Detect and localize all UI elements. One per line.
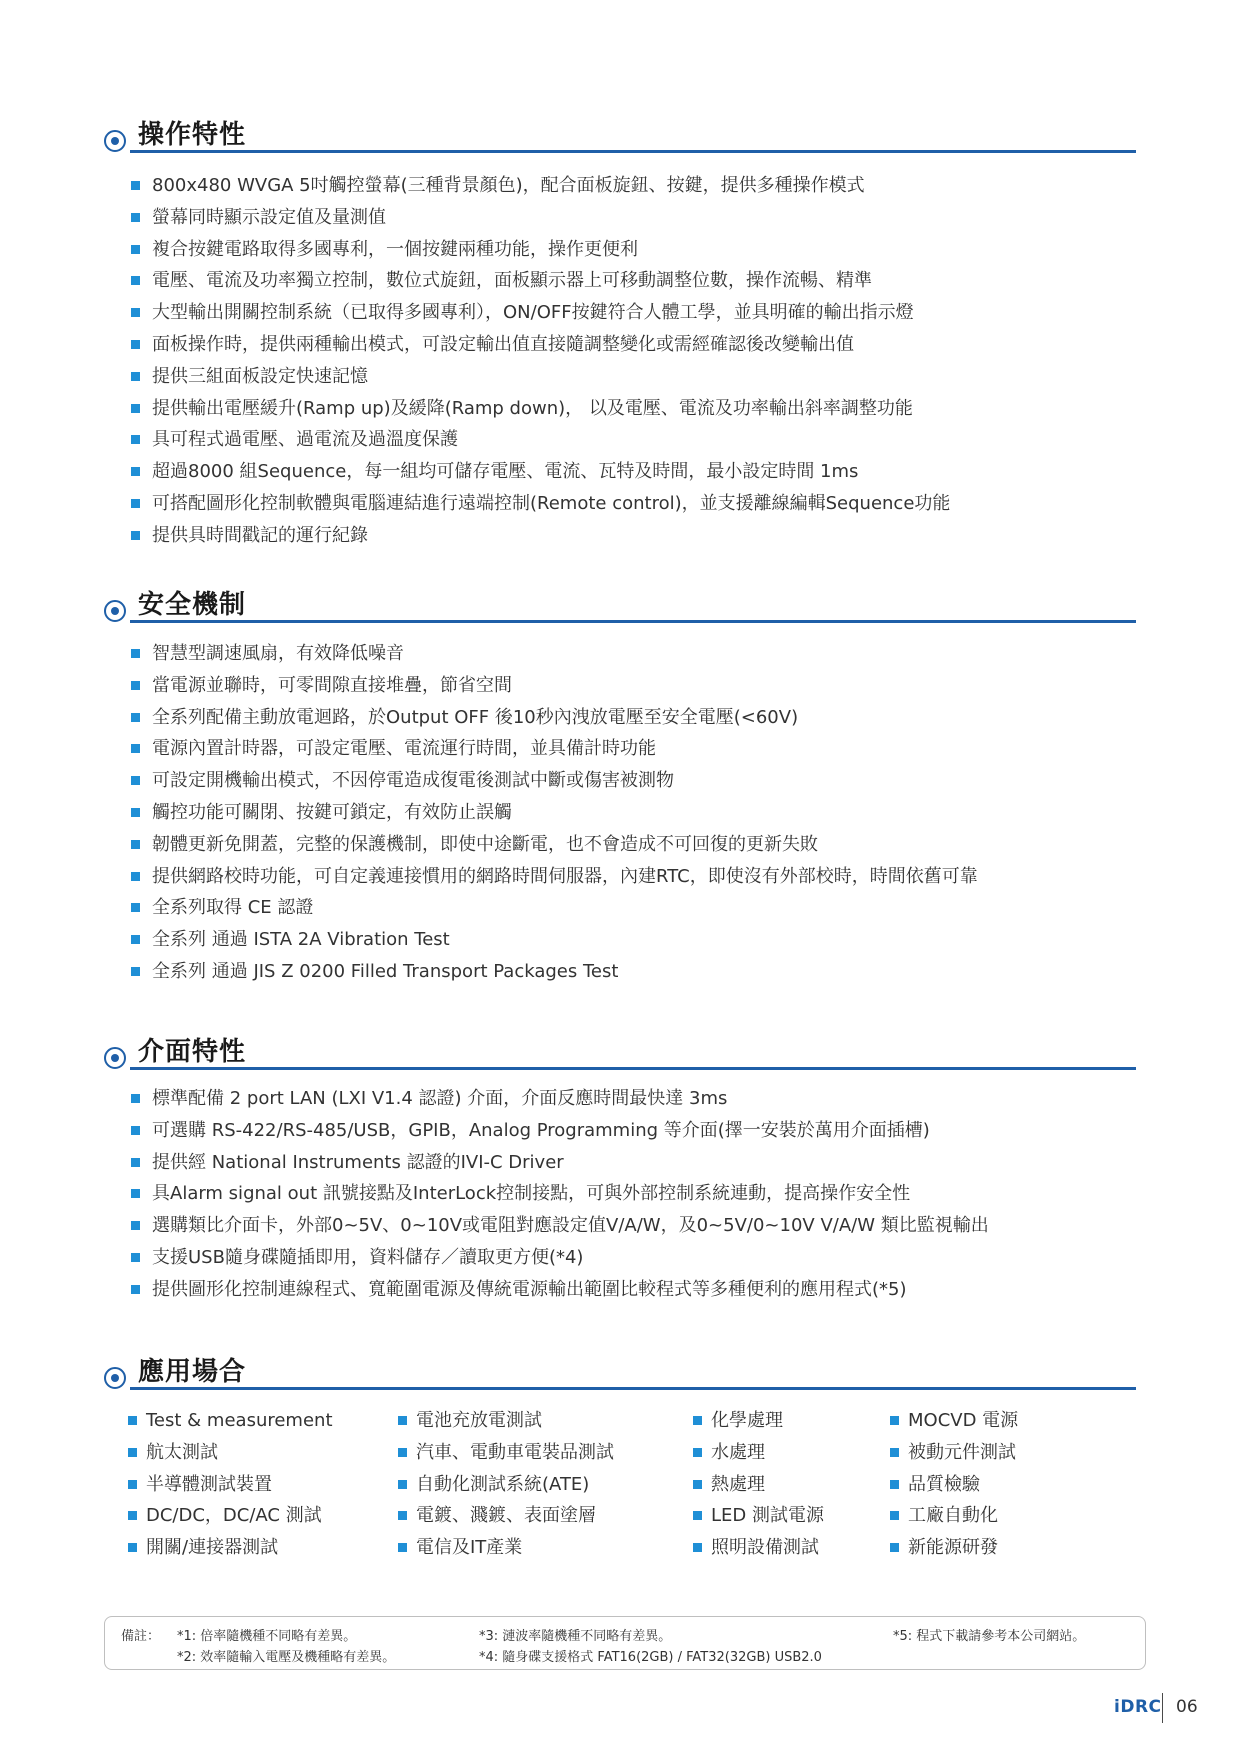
note-3: *3: 漣波率隨機種不同略有差異。: [479, 1629, 672, 1644]
list-item: 全系列取得 CE 認證: [128, 892, 1136, 924]
section-divider: [130, 1387, 1136, 1390]
note-1: *1: 倍率隨機種不同略有差異。: [177, 1629, 357, 1644]
list-item: 半導體測試裝置: [128, 1469, 333, 1501]
section-title: 操作特性: [138, 120, 247, 150]
list-item: 提供網路校時功能，可自定義連接慣用的網路時間伺服器，內建RTC，即使沒有外部校時，時間依舊可靠: [128, 861, 1136, 893]
list-item: 複合按鍵電路取得多國專利，一個按鍵兩種功能，操作更便利: [128, 234, 1136, 266]
list-item: 電池充放電測試: [398, 1405, 614, 1437]
list-item: 工廠自動化: [890, 1500, 1018, 1532]
list-item: 航太測試: [128, 1437, 333, 1469]
list-item: 當電源並聯時，可零間隙直接堆疊，節省空間: [128, 670, 1136, 702]
application-grid: [128, 1405, 1136, 1565]
notes-box: [104, 1616, 1146, 1670]
list-item: 可設定開機輸出模式，不因停電造成復電後測試中斷或傷害被測物: [128, 765, 1136, 797]
list-item: 電鍍、濺鍍、表面塗層: [398, 1500, 614, 1532]
list-item: 提供具時間戳記的運行紀錄: [128, 520, 1136, 552]
list-item: 汽車、電動車電裝品測試: [398, 1437, 614, 1469]
list-item: 化學處理: [693, 1405, 824, 1437]
section-header: [104, 582, 1136, 626]
notes-label: 備註：: [121, 1629, 161, 1644]
list-item: 電壓、電流及功率獨立控制，數位式旋鈕，面板顯示器上可移動調整位數，操作流暢、精準: [128, 265, 1136, 297]
section-interface: [104, 1029, 1136, 1306]
list-item: 被動元件測試: [890, 1437, 1018, 1469]
list-item: 提供輸出電壓緩升(Ramp up)及緩降(Ramp down)， 以及電壓、電流及功率輸出斜率調整功能: [128, 393, 1136, 425]
application-column: [398, 1405, 614, 1564]
bullet-list: [104, 638, 1136, 988]
list-item: 螢幕同時顯示設定值及量測值: [128, 202, 1136, 234]
section-header: [104, 112, 1136, 156]
section-applications: [104, 1349, 1136, 1565]
list-item: 熱處理: [693, 1469, 824, 1501]
list-item: 開關/連接器測試: [128, 1532, 333, 1564]
page-number: 06: [1176, 1697, 1198, 1717]
section-header: [104, 1029, 1136, 1073]
list-item: 全系列配備主動放電迴路，於Output OFF 後10秒內洩放電壓至安全電壓(<60V): [128, 702, 1136, 734]
list-item: DC/DC，DC/AC 測試: [128, 1500, 333, 1532]
list-item: 具可程式過電壓、過電流及過溫度保護: [128, 424, 1136, 456]
list-item: 水處理: [693, 1437, 824, 1469]
section-divider: [130, 1067, 1136, 1070]
list-item: 可搭配圖形化控制軟體與電腦連結進行遠端控制(Remote control)，並支援離線編輯Sequence功能: [128, 488, 1136, 520]
bullet-list: [104, 1083, 1136, 1306]
section-safety: [104, 582, 1136, 988]
list-item: 大型輸出開關控制系統（已取得多國專利），ON/OFF按鍵符合人體工學，並具明確的輸出指示燈: [128, 297, 1136, 329]
list-item: 提供三組面板設定快速記憶: [128, 361, 1136, 393]
list-item: 面板操作時，提供兩種輸出模式，可設定輸出值直接隨調整變化或需經確認後改變輸出值: [128, 329, 1136, 361]
target-circle-icon: [104, 600, 126, 622]
application-column: [890, 1405, 1018, 1564]
list-item: 超過8000 組Sequence，每一組均可儲存電壓、電流、瓦特及時間，最小設定時間 1ms: [128, 456, 1136, 488]
list-item: 800x480 WVGA 5吋觸控螢幕(三種背景顏色)，配合面板旋鈕、按鍵，提供多種操作模式: [128, 170, 1136, 202]
section-title: 介面特性: [138, 1037, 247, 1067]
application-column: [693, 1405, 824, 1564]
note-2: *2: 效率隨輸入電壓及機種略有差異。: [177, 1650, 396, 1665]
list-item: 智慧型調速風扇，有效降低噪音: [128, 638, 1136, 670]
list-item: Test & measurement: [128, 1405, 333, 1437]
section-operation: [104, 112, 1136, 552]
list-item: 照明設備測試: [693, 1532, 824, 1564]
target-circle-icon: [104, 1367, 126, 1389]
list-item: 觸控功能可關閉、按鍵可鎖定，有效防止誤觸: [128, 797, 1136, 829]
list-item: 電源內置計時器，可設定電壓、電流運行時間，並具備計時功能: [128, 733, 1136, 765]
brand-logo: iDRC: [1114, 1697, 1162, 1717]
list-item: 新能源研發: [890, 1532, 1018, 1564]
footer-divider: [1162, 1693, 1163, 1723]
list-item: LED 測試電源: [693, 1500, 824, 1532]
target-circle-icon: [104, 130, 126, 152]
section-header: [104, 1349, 1136, 1393]
section-title: 應用場合: [138, 1357, 247, 1387]
list-item: 品質檢驗: [890, 1469, 1018, 1501]
target-circle-icon: [104, 1047, 126, 1069]
list-item: MOCVD 電源: [890, 1405, 1018, 1437]
application-column: [128, 1405, 333, 1564]
list-item: 支援USB隨身碟隨插即用，資料儲存／讀取更方便(*4): [128, 1242, 1136, 1274]
list-item: 標準配備 2 port LAN (LXI V1.4 認證) 介面，介面反應時間最快達 3ms: [128, 1083, 1136, 1115]
list-item: 韌體更新免開蓋，完整的保護機制，即使中途斷電，也不會造成不可回復的更新失敗: [128, 829, 1136, 861]
list-item: 選購類比介面卡，外部0~5V、0~10V或電阻對應設定值V/A/W，及0~5V/0~10V V/A/W 類比監視輸出: [128, 1210, 1136, 1242]
list-item: 自動化測試系統(ATE): [398, 1469, 614, 1501]
list-item: 可選購 RS-422/RS-485/USB，GPIB，Analog Programming 等介面(擇一安裝於萬用介面插槽): [128, 1115, 1136, 1147]
section-title: 安全機制: [138, 590, 247, 620]
section-divider: [130, 150, 1136, 153]
bullet-list: [104, 170, 1136, 552]
list-item: 提供圖形化控制連線程式、寬範圍電源及傳統電源輸出範圍比較程式等多種便利的應用程式(*5): [128, 1274, 1136, 1306]
list-item: 全系列 通過 ISTA 2A Vibration Test: [128, 924, 1136, 956]
section-divider: [130, 620, 1136, 623]
list-item: 全系列 通過 JIS Z 0200 Filled Transport Packages Test: [128, 956, 1136, 988]
list-item: 電信及IT產業: [398, 1532, 614, 1564]
list-item: 具Alarm signal out 訊號接點及InterLock控制接點，可與外部控制系統連動，提高操作安全性: [128, 1178, 1136, 1210]
list-item: 提供經 National Instruments 認證的IVI-C Driver: [128, 1147, 1136, 1179]
note-5: *5: 程式下載請參考本公司網站。: [893, 1629, 1086, 1644]
note-4: *4: 隨身碟支援格式 FAT16(2GB) / FAT32(32GB) USB2.0: [479, 1650, 822, 1665]
